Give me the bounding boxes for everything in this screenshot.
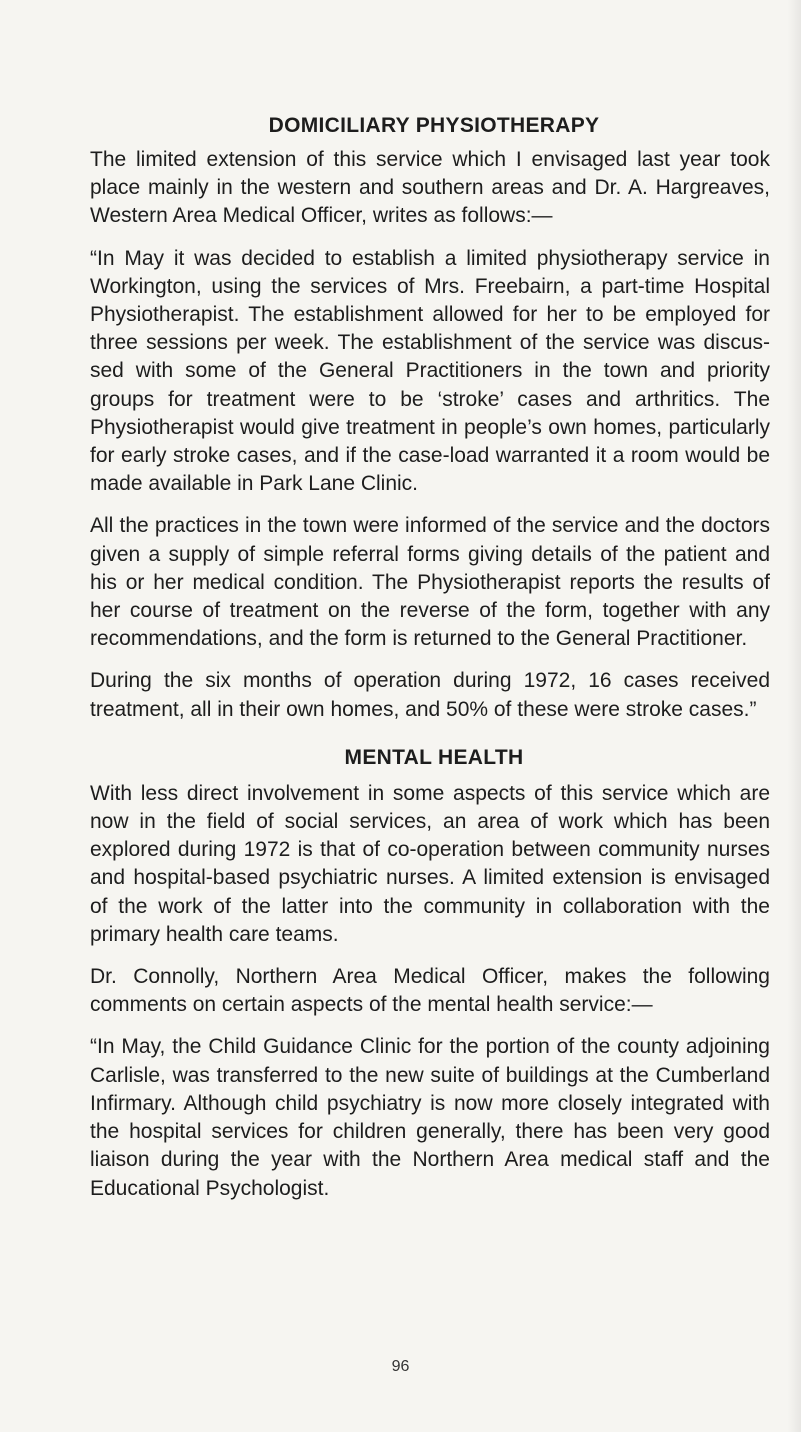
paragraph: With less direct involvement in some aspects of this service which are now in the field of social services, an area of work which has been explored during 1972 is that of co-operation between community nurses and hospital-based psychiatric nurses. A limited extension is envisaged of the work of the latter into the community in collaboration with the primary health care teams. [90,781,770,946]
paragraph-quote: “In May it was decided to establish a limited physiotherapy service in Workington, using the services of Mrs. Freebairn, a part-time Hospital Physiotherapist. The establishment allowed for her to be employed for three sessions per week. The establishment of the service was discussed with some of the General Practitioners in the town and priority groups for treatment were to be ‘stroke’ cases and arthritics. The Physiotherapist would give treatment in people’s own homes, particularly for early stroke cases, and if the case-load warranted it a room would be made available in Park Lane Clinic. [90,246,770,496]
page-edge-shadow [787,0,801,1432]
section-heading-domiciliary-physiotherapy: DOMICILIARY PHYSIOTHERAPY [268,114,600,137]
section-heading-mental-health: MENTAL HEALTH [344,745,524,769]
text-column [90,112,770,1203]
paragraph: Dr. Connolly, Northern Area Medical Officer, makes the following comments on certain aspects of the mental health service:— [90,965,770,1017]
paragraph: The limited extension of this service which I envisaged last year took place mainly in the western and southern areas and Dr. A. Hargreaves, Western Area Medical Officer, writes as follows:— [90,148,770,228]
page-number: 96 [391,1358,410,1375]
paragraph-quote: “In May, the Child Guidance Clinic for the portion of the county adjoining Carlisle, was transferred to the new suite of buildings at the Cumberland Infirmary. Although child psychiatry is now more closely integrated with the hospital services for children generally, there has been very good liaison during the year with the Northern Area medical staff and the Educational Psychologist. [90,1035,770,1200]
paragraph: During the six months of operation during 1972, 16 cases received treatment, all in their own homes, and 50% of these were stroke cases.” [90,669,770,721]
paragraph: All the practices in the town were informed of the service and the doctors given a supply of simple referral forms giving details of the patient and his or her medical condition. The Physiotherapist reports the results of her course of treatment on the reverse of the form, together with any recommendations, and the form is returned to the General Practitioner. [90,514,770,651]
